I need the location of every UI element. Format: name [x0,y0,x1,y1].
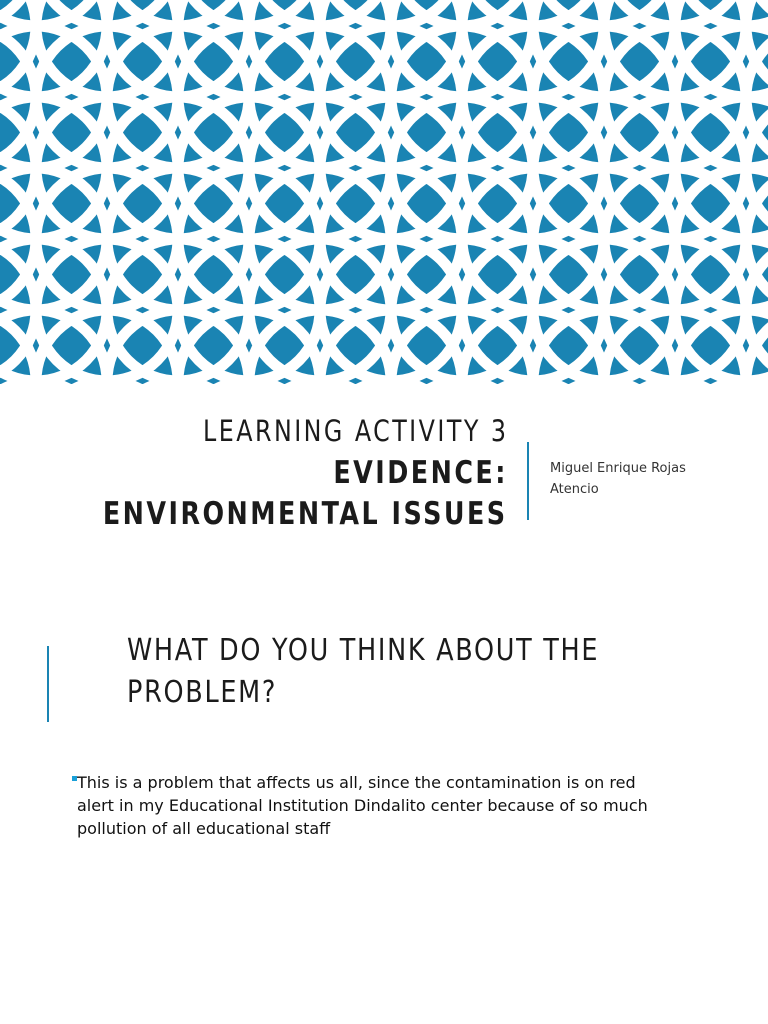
author-name [550,458,725,500]
bullet-item [70,771,690,840]
circle-pattern-graphic [0,0,768,384]
title-divider [527,442,529,520]
heading-accent-bar [47,646,49,722]
bullet-line-3: pollution of all educational staff [77,819,331,838]
bullet-line-1: This is a problem that affects us all, since the contamination is on red [77,773,636,792]
decorative-circle-pattern [0,0,768,384]
bullet-line-2: alert in my Educational Institution Dindalito center because of so much [77,796,648,815]
title-topic: ENVIRONMENTAL ISSUES [103,496,508,532]
title-evidence: EVIDENCE: [333,455,508,491]
title-activity: LEARNING ACTIVITY 3 [202,414,508,448]
slide-heading-line-1: WHAT DO YOU THINK ABOUT THE [127,633,600,668]
square-bullet-icon [72,776,77,781]
slide-heading-line-2: PROBLEM? [127,675,278,710]
bullet-list [70,771,690,840]
bullet-text [77,771,690,840]
slide-heading [127,630,603,714]
author-line-2: Atencio [550,482,599,497]
circle-pattern-group [0,0,768,384]
title-slide [0,384,768,584]
author-line-1: Miguel Enrique Rojas [550,461,686,476]
